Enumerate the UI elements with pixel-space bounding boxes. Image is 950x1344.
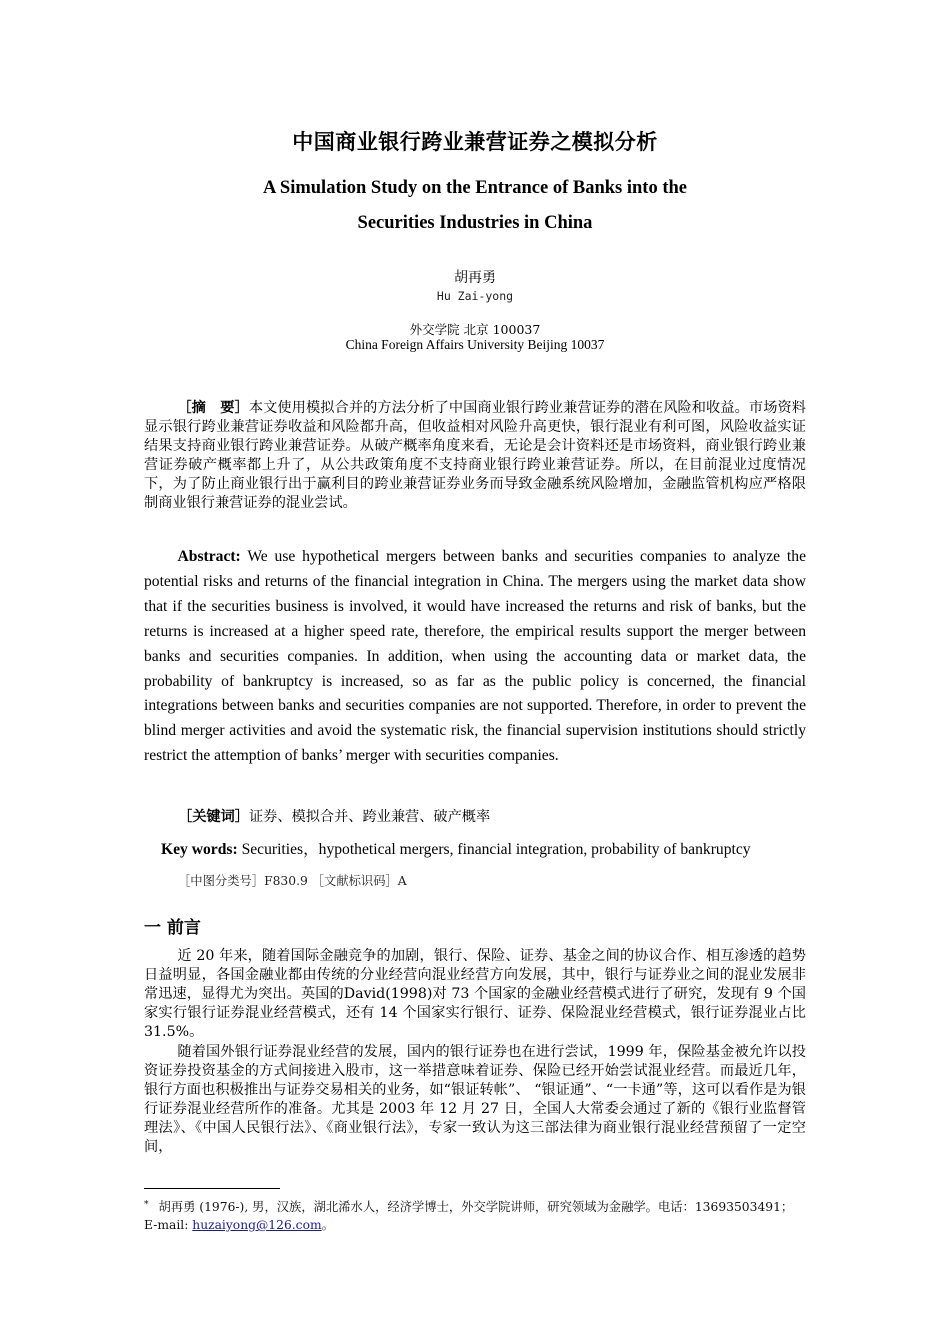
keywords-english-text: Securities，hypothetical mergers, financial integration, probability of bankruptcy xyxy=(241,841,751,858)
title-english-line1: A Simulation Study on the Entrance of Banks into the xyxy=(262,178,688,198)
abstract-english xyxy=(144,545,806,769)
abstract-chinese-text: 本文使用模拟合并的方法分析了中国商业银行跨业兼营证券的潜在风险和收益。市场资料显示银行跨业兼营证券收益和风险都升高，但收益相对风险升高更快，银行混业有利可图，风险收益实证结果支持商业银行跨业兼营证券。从破产概率角度来看，无论是会计资料还是市场资料，商业银行跨业兼营证券破产概率都上升了，从公共政策角度不支持商业银行跨业兼营证券。所以，在目前混业过度情况下，为了防止商业银行出于赢利目的跨业兼营证券业务而导致金融系统风险增加，金融监管机构应严格限制商业银行兼营证券的混业尝试。 xyxy=(144,400,806,511)
keywords-english-label: Key words: xyxy=(161,841,238,858)
keywords-chinese-text: 证券、模拟合并、跨业兼营、破产概率 xyxy=(248,809,491,825)
abstract-english-label: Abstract: xyxy=(177,548,241,565)
intro-paragraph-2: 随着国外银行证券混业经营的发展，国内的银行证券也在进行尝试，1999 年，保险基金被允许以投资证券投资基金的方式间接进入股市，这一举措意味着证券、保险已经开始尝试混业经营。而最近几年，银行方面也积极推出与证券交易相关的业务，如“银证转帐”、 “银证通”、“一卡通”等，这可以看作是为银行证券混业经营所作的准备。尤其是 2003 年 12 月 27 日，全国人大常委会通过了新的《银行业监督管理法》、《中国人民银行法》、《商业银行法》，专家一致认为这三部法律为商业银行混业经营预留了一定空间， xyxy=(144,1044,806,1155)
author-chinese: 胡再勇 xyxy=(454,270,496,286)
title-english-line2: Securities Industries in China xyxy=(357,213,593,233)
keywords-chinese-label: ［关键词］ xyxy=(178,809,249,825)
affiliation-chinese: 外交学院 北京 100037 xyxy=(409,322,541,337)
footnote-divider xyxy=(144,1188,280,1189)
affiliation-english: China Foreign Affairs University Beijing 10037 xyxy=(345,337,605,352)
author-english: Hu Zai-yong xyxy=(436,289,514,303)
footnote-email-link[interactable]: huzaiyong@126.com xyxy=(192,1218,322,1232)
abstract-chinese xyxy=(144,399,806,513)
intro-paragraph-1: 近 20 年来，随着国际金融竞争的加剧，银行、保险、证券、基金之间的协议合作、相互渗透的趋势日益明显，各国金融业都由传统的分业经营向混业经营方向发展，其中，银行与证券业之间的混业发展非常迅速，显得尤为突出。英国的David(1998)对 73 个国家的金融业经营模式进行了研究，发现有 9 个国家实行银行证券混业经营模式，还有 14 个国家实行银行、证券、保险混业经营模式，银行证券混业占比 31.5%。 xyxy=(144,948,806,1040)
section-heading-introduction: 一 前言 xyxy=(144,918,201,938)
keywords-chinese xyxy=(178,806,490,826)
footnote-end: 。 xyxy=(321,1218,334,1232)
footnote-mark: * xyxy=(144,1200,149,1210)
author-footnote xyxy=(144,1196,806,1234)
abstract-english-text: We use hypothetical mergers between banks and securities companies to analyze the potential risks and returns of the financial integration in China. The mergers using the market data show that if the securities business is involved, it would have increased the returns and risk of banks, but the returns is increased at a higher speed rate, therefore, the empirical results support the merger between banks and securities companies. In addition, when using the accounting data or market data, the probability of bankruptcy is increased, so as far as the public policy is concerned, the financial integrations between banks and securities companies are not supported. Therefore, in order to prevent the blind merger activities and avoid the systematic risk, the financial supervision institutions should strictly restrict the attemption of banks’ merger with securities companies. xyxy=(144,548,806,765)
keywords-english xyxy=(161,837,751,859)
footnote-text: 胡再勇 (1976-), 男，汉族，湖北浠水人，经济学博士，外交学院讲师，研究领域为金融学。电话：13693503491；E-mail: xyxy=(144,1200,794,1232)
title-chinese: 中国商业银行跨业兼营证券之模拟分析 xyxy=(292,130,658,154)
classification-codes: ［中图分类号］F830.9 ［文献标识码］A xyxy=(178,874,407,888)
abstract-chinese-label: ［摘 要］ xyxy=(177,400,249,416)
